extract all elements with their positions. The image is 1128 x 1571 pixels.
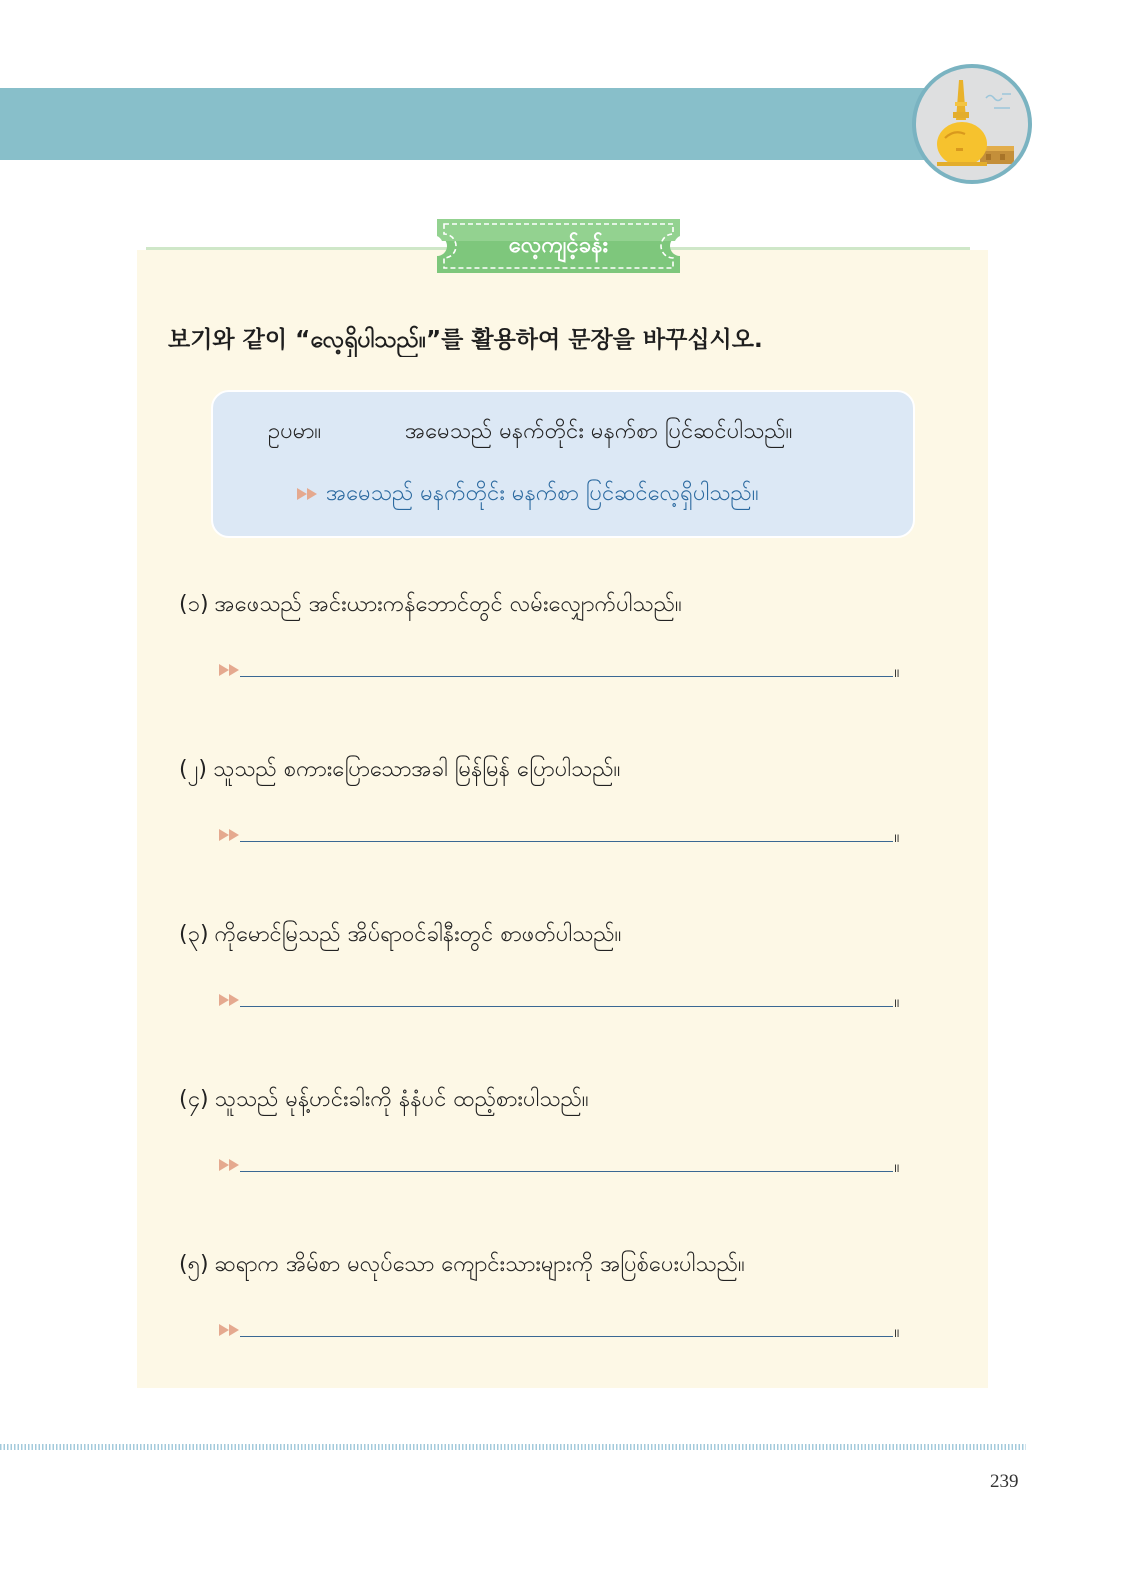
exercise-tag-label: လေ့ကျင့်ခန်း — [508, 233, 609, 258]
answer-end-mark: ။ — [894, 991, 900, 1012]
question-number: (၂) — [179, 757, 207, 782]
question-item-4 — [0, 1083, 1128, 1193]
question-item-1 — [0, 588, 1128, 698]
question-number: (၄) — [179, 1087, 209, 1112]
question-text: အဖေသည် အင်းယားကန်ဘောင်တွင် လမ်းလျှောက်ပါသည်။ — [214, 592, 682, 617]
double-arrow-icon — [219, 1159, 241, 1171]
answer-end-mark: ။ — [894, 1321, 900, 1342]
header-badge — [912, 64, 1032, 184]
pagoda-icon — [916, 68, 1028, 180]
question-text: သူသည် စကားပြောသောအခါ မြန်မြန် ပြောပါသည်။ — [212, 757, 621, 782]
question-text: ကိုမောင်မြသည် အိပ်ရာဝင်ခါနီးတွင် စာဖတ်ပါသည်။ — [214, 922, 622, 947]
exercise-tag — [437, 219, 680, 273]
answer-end-mark: ။ — [894, 826, 900, 847]
question-line — [179, 1248, 969, 1282]
example-box — [211, 390, 915, 538]
double-arrow-icon — [219, 829, 241, 841]
answer-row — [0, 825, 1128, 849]
answer-row — [0, 660, 1128, 684]
answer-line — [240, 676, 893, 677]
page-number: 239 — [990, 1471, 1019, 1492]
question-line — [179, 753, 969, 787]
double-arrow-icon — [219, 1324, 241, 1336]
answer-end-mark: ။ — [894, 1156, 900, 1177]
header-banner — [0, 88, 960, 160]
answer-row — [0, 1320, 1128, 1344]
double-arrow-icon — [219, 664, 241, 676]
instruction-text: 보기와 같이 “လေ့ရှိပါသည်။”를 활용하여 문장을 바꾸십시오. — [168, 327, 763, 353]
example-sentence: အမေသည် မနက်တိုင်း မနက်စာ ပြင်ဆင်ပါသည်။ — [405, 419, 793, 444]
answer-row — [0, 1155, 1128, 1179]
answer-line — [240, 1171, 893, 1172]
answer-line — [240, 1006, 893, 1007]
example-label: ဥပမာ။ — [268, 419, 322, 444]
question-number: (၅) — [179, 1252, 209, 1277]
question-number: (၃) — [179, 922, 209, 947]
answer-line — [240, 841, 893, 842]
question-item-5 — [0, 1248, 1128, 1358]
footer-divider — [0, 1444, 1026, 1450]
answer-end-mark: ။ — [894, 661, 900, 682]
answer-row — [0, 990, 1128, 1014]
answer-line — [240, 1336, 893, 1337]
question-line — [179, 1083, 969, 1117]
example-answer: အမေသည် မနက်တိုင်း မနက်စာ ပြင်ဆင်လေ့ရှိပါသည်။ — [326, 481, 759, 506]
question-line — [179, 918, 969, 952]
question-item-2 — [0, 753, 1128, 863]
double-arrow-icon — [297, 488, 319, 500]
double-arrow-icon — [219, 994, 241, 1006]
question-text: သူသည် မုန့်ဟင်းခါးကို နံနံပင် ထည့်စားပါသည်။ — [214, 1087, 589, 1112]
question-item-3 — [0, 918, 1128, 1028]
question-line — [179, 588, 969, 622]
question-number: (၁) — [179, 592, 209, 617]
question-text: ဆရာက အိမ်စာ မလုပ်သော ကျောင်းသားများကို အပြစ်ပေးပါသည်။ — [214, 1252, 745, 1277]
